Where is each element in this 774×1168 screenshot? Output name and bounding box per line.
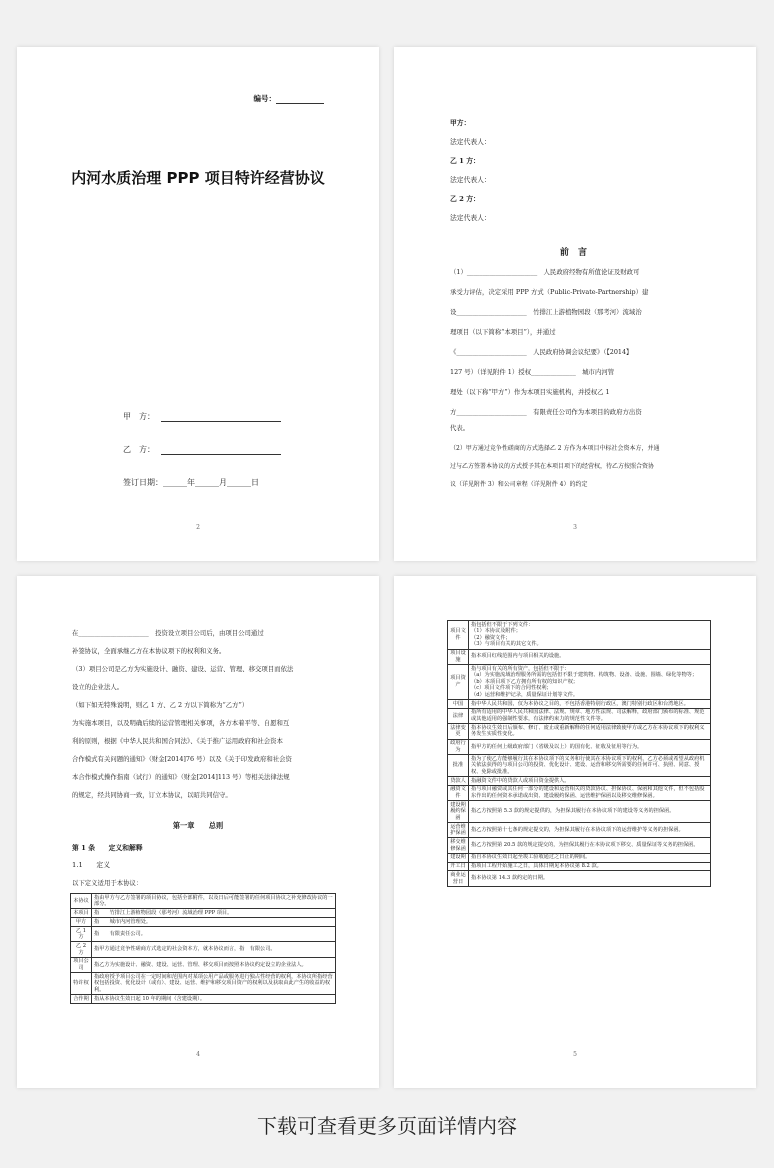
page-number: 3 [573, 524, 577, 531]
table-row [71, 926, 336, 941]
page-number: 2 [196, 524, 200, 531]
definition-text: 指为了使乙方能够履行其在本协议项下的义务和行使其在本协议项下的权利，乙方必须或希望从政府机关依法获得的与项目公司的投资、优化设计、建设、运营和移交所需要的任何许可、执照、同意、授权、免除或批准。 [469, 755, 711, 777]
preface-line: （1）______________________ 人民政府经物有所值论证及财政可 [450, 268, 640, 276]
definition-text: 指 竹排江上游植物园段（那考河）流域治理 PPP 项目。 [92, 909, 336, 918]
preface-line: 《______________________ 人民政府协调会议纪要》（【2014】 [450, 348, 633, 356]
definition-term: 乙 2 方 [71, 942, 92, 957]
preface-title: 前 言 [559, 248, 591, 258]
signing-date: 签订日期：______年______月______日 [123, 478, 259, 487]
body-line: 合作模式有关问题的通知》（财金[2014]76 号）以及《关于印发政府和社会资 [72, 755, 292, 763]
table-row [448, 649, 711, 664]
definition-term: 运营维护保函 [448, 823, 469, 838]
table-row [448, 755, 711, 777]
definition-text: 指政府授予项目公司在一定时间和范围内对某项公用产品或服务进行独占性经营的权利，本协议所指经营权包括投资、优化设计（或有）、建设、运营、维护和移交项目资产的权利以及获取由此产生的收益的权利。 [92, 973, 336, 995]
definition-term: 甲方 [71, 918, 92, 927]
table-row [448, 801, 711, 823]
definition-text: 指本协议生效日后颁布、修订、废止或重新解释的任何适用法律致使甲方或乙方在本协议项下的权利义务发生实质性变化。 [469, 724, 711, 739]
definition-text: 指 有限责任公司。 [92, 926, 336, 941]
body-line: 利的原则，根据《中华人民共和国合同法》、《关于推广运用政府和社会资本 [72, 737, 283, 745]
definition-text: 指乙方按照第 20.5 款的规定提交的，为担保其履行在本协议项下移交、质量保证等义务的担保函。 [469, 838, 711, 853]
definition-text: 指中华人民共和国，仅为本协议之目的，不包括香港特别行政区，澳门特别行政区和台湾地区。 [469, 700, 711, 709]
definition-text: 指甲方的任何上级政府部门（省级及以上）的国有化、征收及征用等行为。 [469, 739, 711, 754]
definition-text: 指本协议第 14.3 款约定的日期。 [469, 871, 711, 886]
definitions-table [447, 620, 711, 887]
body-line: 为实施本项目，以及明确后续的运营管理相关事项，各方本着平等、自愿和互 [72, 719, 290, 727]
party-a-heading: 甲方： [450, 119, 471, 127]
table-row [71, 918, 336, 927]
body-line: （3）项目公司是乙方为实施设计、融资、建设、运营、管理、移交项目而依法 [72, 665, 294, 673]
page-title: 内河水质治理 PPP 项目特许经营协议 [71, 169, 325, 187]
preface-line: 设______________________ 竹排江上游植物园段（那考河）流域治 [450, 308, 642, 316]
table-row [448, 871, 711, 886]
table-row [71, 942, 336, 957]
table-row [448, 785, 711, 800]
definition-term: 项目资产 [448, 664, 469, 699]
page-number: 5 [573, 1051, 577, 1058]
definition-term: 商业运营日 [448, 871, 469, 886]
preface-line: 方______________________ 有限责任公司作为本项目的政府方出资 [450, 408, 642, 416]
definition-text: 指自本协议生效日起至竣工验收通过之日止的期间。 [469, 853, 711, 862]
definition-term: 贷款人 [448, 776, 469, 785]
party-b-label: 乙 方： [123, 445, 155, 454]
preface-line: 代表。 [450, 424, 470, 432]
definition-term: 政府行为 [448, 739, 469, 754]
definition-term: 建设期 [448, 853, 469, 862]
definition-term: 融资文件 [448, 785, 469, 800]
definition-term: 项目文件 [448, 621, 469, 650]
contract-number-blank [276, 94, 324, 104]
table-row [71, 957, 336, 972]
definition-text: 指乙方按照第 5.3 款的规定提供的，为担保其履行在本协议项下的建设等义务的担保函。 [469, 801, 711, 823]
preface-line: 理项目（以下简称“本项目”），并通过 [450, 328, 556, 336]
section-heading: 1.1 定义 [72, 861, 110, 869]
definitions-intro: 以下定义适用于本协议： [72, 879, 143, 887]
definitions-table [70, 893, 336, 1004]
preface-line: （2）甲方通过竞争性磋商的方式选择乙 2 方作为本项目中标社会资本方，并通 [450, 445, 660, 452]
party-a-label: 甲 方： [123, 412, 155, 421]
contract-number-label: 编号： [253, 94, 276, 103]
party-a-signature [123, 411, 281, 422]
definition-term: 合作期 [71, 995, 92, 1004]
definition-text: 指融资文件中的贷款人或项目资金提供人。 [469, 776, 711, 785]
definition-text: 指所有适用的中华人民共和国法律、法规、规章、地方性法规、司法解释，政府部门颁布的标准、规范或其他适用的强制性要求，有法律约束力的规范性文件等。 [469, 708, 711, 723]
definition-text: 指包括但不限于下列文件： （1）本协议及附件； （2）融资文件； （3）与项目有关的其它文件。 [469, 621, 711, 650]
definition-text: 指乙方按照第十七条的规定提交的，为担保其履行在本协议项下的运营维护等义务的担保函。 [469, 823, 711, 838]
table-row [71, 894, 336, 909]
table-row [448, 776, 711, 785]
legal-rep-b1: 法定代表人： [450, 176, 491, 184]
party-b2-heading: 乙 2 方： [450, 195, 480, 203]
article-heading: 第 1 条 定义和解释 [72, 844, 143, 852]
legal-rep-b2: 法定代表人： [450, 214, 491, 222]
page-number: 4 [196, 1051, 200, 1058]
table-row [71, 995, 336, 1004]
definition-text: 指与项目有关的所有资产，包括但不限于： （a）为实施流域治理服务所需的包括但不限于建筑物、构筑物、设备、设施、围墙、绿化等物等； （b）本项目项下乙方拥有所有权的知识产权； （c）项目文件项下的合同性权利； （d）运营和维护记录，质量保证计划等文件。 [469, 664, 711, 699]
definition-term: 中国 [448, 700, 469, 709]
body-line: 补签协议，全面承继乙方在本协议项下的权利和义务。 [72, 647, 226, 655]
definition-text: 指乙方为实施设计、融资、建设、运营、管理、移交项目而按照本协议约定设立的企业法人。 [92, 957, 336, 972]
party-b-signature [123, 444, 281, 455]
definition-term: 项目公司 [71, 957, 92, 972]
legal-rep-a: 法定代表人： [450, 138, 491, 146]
document-page-cover [17, 47, 379, 561]
table-row [448, 621, 711, 650]
body-line: 在______________________ 投资设立项目公司后，由项目公司通过 [72, 629, 264, 637]
definition-text: 指甲方通过竞争性磋商方式选定的社会资本方，就本协议而言，指 有限公司。 [92, 942, 336, 957]
definition-text: 指项目工程开始施工之日，具体日期见本协议第 8.2 款。 [469, 862, 711, 871]
table-row [448, 708, 711, 723]
table-row [448, 700, 711, 709]
document-page-general [17, 576, 379, 1088]
contract-number [254, 93, 325, 104]
table-row [448, 823, 711, 838]
table-row [448, 853, 711, 862]
definition-term: 项目设施 [448, 649, 469, 664]
definition-term: 移交维修保函 [448, 838, 469, 853]
definition-text: 指 城市内河管理处。 [92, 918, 336, 927]
footer-caption: 下载可查看更多页面详情内容 [257, 1114, 517, 1138]
table-row [448, 838, 711, 853]
definition-term: 法律 [448, 708, 469, 723]
table-row [71, 909, 336, 918]
body-line: 本合作模式操作指南（试行）的通知》（财金[2014]113 号）等相关法律法规 [72, 773, 290, 781]
table-row [448, 739, 711, 754]
preface-line: 过与乙方签署本协议的方式授予其在本项目项下的经营权，待乙方按照合资协 [450, 463, 655, 470]
definition-text: 指与项目融资或其任何一部分的建设和运营相关的贷款协议、担保协议、保函和其他文件，但不包括股东作出的任何资本承诺或出资、建设履约保函、运营维护保函以及移交维修保函。 [469, 785, 711, 800]
body-line: 的规定，经共同协商一致，订立本协议，以昭共同信守。 [72, 791, 232, 799]
preface-line: 127 号）（详见附件 1）授权______________ 城市内河管 [450, 368, 615, 376]
body-line: （如下如无特殊说明，则乙 1 方、乙 2 方以下简称为“乙方”） [72, 701, 249, 709]
table-row [71, 973, 336, 995]
definition-text: 指本项目红线范围内与项目相关的设施。 [469, 649, 711, 664]
party-b1-heading: 乙 1 方： [450, 157, 480, 165]
definition-term: 本协议 [71, 894, 92, 909]
preface-line: 理处（以下称“甲方”）作为本项目实施机构，并授权乙 1 [450, 388, 610, 396]
body-line: 设立的企业法人。 [72, 683, 124, 691]
definition-term: 乙 1 方 [71, 926, 92, 941]
table-row [448, 724, 711, 739]
table-row [448, 862, 711, 871]
definition-text: 指由甲方与乙方签署的项目协议，包括全部附件，以及日后可能签署的任何项目协议之补充修改协议的一部分。 [92, 894, 336, 909]
definition-term: 开工日 [448, 862, 469, 871]
definition-text: 指从本协议生效日起 10 年的期间（含建设期）。 [92, 995, 336, 1004]
definition-term: 批准 [448, 755, 469, 777]
preface-line: 议（详见附件 3）和公司章程（详见附件 4）的约定 [450, 481, 588, 488]
definition-term: 本项目 [71, 909, 92, 918]
definition-term: 法律变更 [448, 724, 469, 739]
document-page-definitions [394, 576, 756, 1088]
definition-term: 特许权 [71, 973, 92, 995]
document-page-preface [394, 47, 756, 561]
chapter-heading: 第一章 总则 [172, 821, 224, 830]
table-row [448, 664, 711, 699]
preface-line: 承受力评估，决定采用 PPP 方式（Public-Private-Partnership）建 [450, 288, 649, 296]
definition-term: 建设期履约保函 [448, 801, 469, 823]
